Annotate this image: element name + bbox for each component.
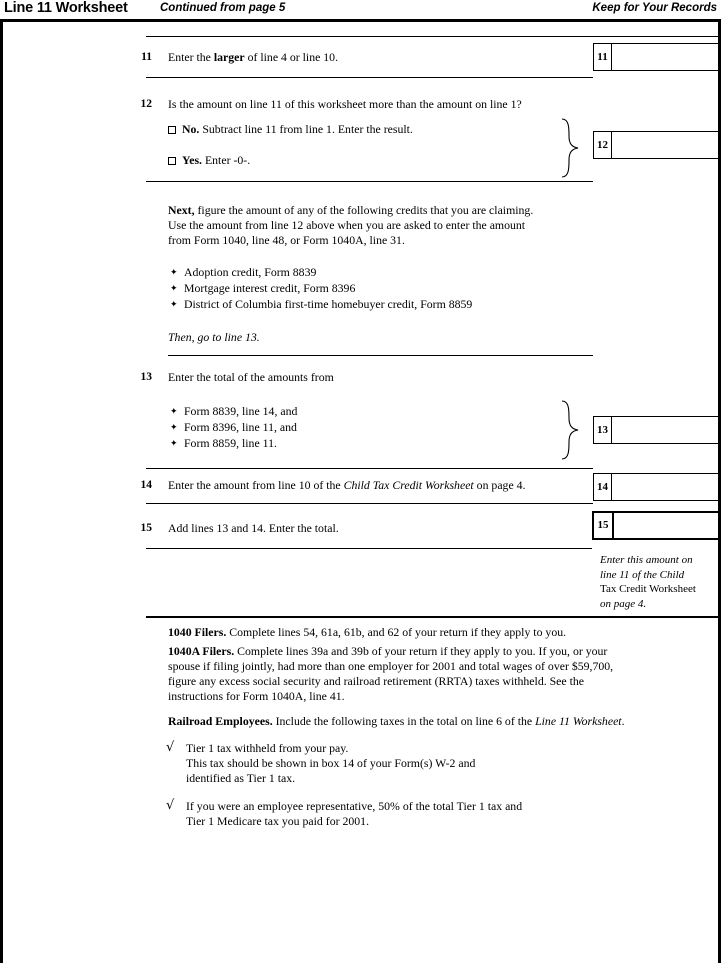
- then-go-to-line13: Then, go to line 13.: [168, 330, 260, 344]
- line13-item-2: Form 8396, line 11, and: [184, 420, 297, 434]
- line11-amount-box[interactable]: [593, 43, 719, 71]
- railroad-item-1-line3: identified as Tier 1 tax.: [186, 771, 296, 785]
- line12-no-option: No. Subtract line 11 from line 1. Enter the result.: [182, 122, 413, 136]
- railroad-item-1-line2: This tax should be shown in box 14 of your Form(s) W-2 and: [186, 756, 476, 770]
- bullet-diamond-icon: ✦: [170, 283, 178, 293]
- checkmark-icon: √: [166, 740, 175, 755]
- page-header: [0, 0, 721, 22]
- line13-brace: [560, 400, 582, 465]
- footnote-1040a-filers-line1: 1040A Filers. Complete lines 39a and 39b of your return if they apply to you. If you, or your: [168, 644, 608, 658]
- credit-item-1: Adoption credit, Form 8839: [184, 265, 317, 279]
- railroad-item-1-line1: Tier 1 tax withheld from your pay.: [186, 741, 349, 755]
- line13-item-1: Form 8839, line 14, and: [184, 404, 298, 418]
- line13-text: Enter the total of the amounts from: [168, 370, 334, 384]
- line12-question: Is the amount on line 11 of this worksheet more than the amount on line 1?: [168, 97, 522, 111]
- line13-number: 13: [140, 371, 152, 383]
- footnote-1040a-filers-line4: instructions for Form 1040A, line 41.: [168, 689, 345, 703]
- line14-number: 14: [140, 479, 152, 491]
- line15-number: 15: [140, 522, 152, 534]
- bullet-diamond-icon: ✦: [170, 438, 178, 448]
- footnotes-top-rule: [146, 616, 718, 618]
- line12-bottom-rule: [146, 181, 593, 182]
- line15-amount-box[interactable]: [592, 511, 720, 540]
- line15-bottom-rule: [146, 548, 592, 549]
- footnote-1040a-filers-line3: figure any excess social security and railroad retirement (RRTA) taxes withheld. See the: [168, 674, 585, 688]
- line14-amount-box[interactable]: [593, 473, 719, 501]
- line11-top-rule: [146, 36, 718, 37]
- line11-box-number: 11: [594, 44, 612, 70]
- line13-bottom-rule: [146, 468, 593, 469]
- railroad-item-2-line1: If you were an employee representative, 50% of the total Tier 1 tax and: [186, 799, 523, 813]
- line12-number: 12: [140, 98, 152, 110]
- bullet-diamond-icon: ✦: [170, 422, 178, 432]
- checkmark-icon: √: [166, 798, 175, 813]
- line15-box-number: 15: [594, 513, 614, 538]
- line11-number: 11: [141, 51, 152, 63]
- line11-text: Enter the larger of line 4 or line 10.: [168, 50, 339, 64]
- next-block-bottom-rule: [168, 355, 593, 356]
- credit-item-3: District of Columbia first-time homebuyer credit, Form 8859: [184, 297, 473, 311]
- next-block-line1: Next, figure the amount of any of the following credits that you are claiming.: [168, 203, 534, 217]
- line14-text: Enter the amount from line 10 of the Child Tax Credit Worksheet on page 4.: [168, 478, 526, 492]
- continued-from-label: Continued from page 5: [160, 2, 286, 14]
- bullet-diamond-icon: ✦: [170, 267, 178, 277]
- line12-no-checkbox[interactable]: [168, 126, 176, 134]
- line13-amount-box[interactable]: [593, 416, 719, 444]
- footnote-railroad-employees: Railroad Employees. Include the following taxes in the total on line 6 of the Line 11 Worksheet.: [168, 714, 625, 728]
- railroad-item-2-line2: Tier 1 Medicare tax you paid for 2001.: [186, 814, 370, 828]
- bullet-diamond-icon: ✦: [170, 299, 178, 309]
- line11-bottom-rule: [146, 77, 593, 78]
- header-divider: [0, 19, 721, 22]
- next-block-line3: from Form 1040, line 48, or Form 1040A, line 31.: [168, 233, 405, 247]
- line12-box-number: 12: [594, 132, 612, 158]
- page-title: Line 11 Worksheet: [4, 0, 128, 16]
- left-border: [0, 22, 3, 963]
- line14-bottom-rule: [146, 503, 593, 504]
- line15-text: Add lines 13 and 14. Enter the total.: [168, 521, 339, 535]
- bullet-diamond-icon: ✦: [170, 406, 178, 416]
- line15-note: Enter this amount on line 11 of the Child Tax Credit Worksheet on page 4.: [600, 554, 696, 610]
- next-block-line2: Use the amount from line 12 above when you are asked to enter the amount: [168, 218, 526, 232]
- line13-box-number: 13: [594, 417, 612, 443]
- footnote-1040a-filers-line2: spouse if filing jointly, had more than one employer for 2001 and total wages of over $59,700,: [168, 659, 614, 673]
- credit-item-2: Mortgage interest credit, Form 8396: [184, 281, 356, 295]
- line12-amount-box[interactable]: [593, 131, 719, 159]
- line13-item-3: Form 8859, line 11.: [184, 436, 277, 450]
- line12-brace: [560, 118, 582, 183]
- footnote-1040-filers: 1040 Filers. Complete lines 54, 61a, 61b, and 62 of your return if they apply to you.: [168, 625, 567, 639]
- line14-box-number: 14: [594, 474, 612, 500]
- keep-for-records-label: Keep for Your Records: [592, 2, 717, 14]
- line12-yes-option: Yes. Enter -0-.: [182, 153, 251, 167]
- line12-yes-checkbox[interactable]: [168, 157, 176, 165]
